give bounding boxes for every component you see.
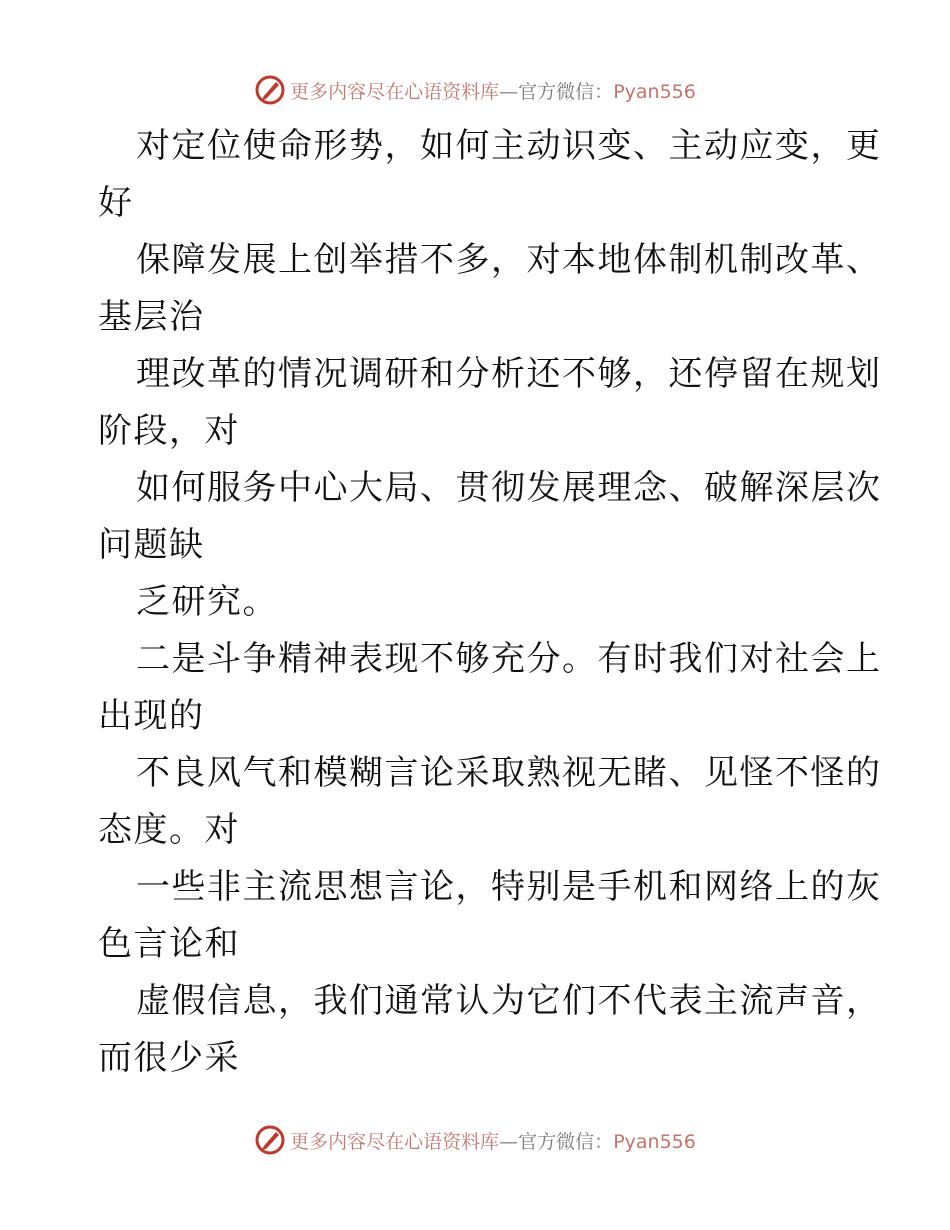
watermark-header-inner: [254, 74, 696, 106]
text-line: 乏研究。: [136, 582, 278, 622]
document-body: [98, 118, 882, 1087]
text-line: 二是斗争精神表现不够充分。有时我们对社会上: [136, 639, 882, 679]
watermark-id: Pyan556: [613, 1130, 696, 1153]
watermark-text: 更多内容尽在心语资料库: [290, 80, 500, 103]
text-line: 好: [98, 183, 134, 223]
quill-logo-icon: [254, 74, 286, 106]
text-line: 阶段，对: [98, 411, 240, 451]
text-line: 对定位使命形势，如何主动识变、主动应变，更: [136, 126, 882, 166]
text-line: 保障发展上创举措不多，对本地体制机制改革、: [136, 240, 882, 280]
watermark-footer: [0, 1120, 950, 1160]
watermark-text: 更多内容尽在心语资料库: [290, 1130, 500, 1153]
text-line: 出现的: [98, 696, 205, 736]
watermark-id: Pyan556: [613, 80, 696, 103]
watermark-separator: —: [499, 80, 519, 103]
text-line: 一些非主流思想言论，特别是手机和网络上的灰: [136, 867, 882, 907]
text-line: 如何服务中心大局、贯彻发展理念、破解深层次: [136, 468, 882, 508]
text-line: 不良风气和模糊言论采取熟视无睹、见怪不怪的: [136, 753, 882, 793]
watermark-text-group: [290, 1127, 696, 1154]
watermark-separator: —: [499, 1130, 519, 1153]
text-line: 而很少采: [98, 1038, 240, 1078]
watermark-header: [0, 70, 950, 110]
watermark-text-group: [290, 77, 696, 104]
text-line: 态度。对: [98, 810, 240, 850]
text-line: 问题缺: [98, 525, 205, 565]
text-line: 基层治: [98, 297, 205, 337]
text-line: 色言论和: [98, 924, 240, 964]
quill-logo-icon: [254, 1124, 286, 1156]
watermark-label: 官方微信：: [518, 80, 614, 103]
text-line: 理改革的情况调研和分析还不够，还停留在规划: [136, 354, 882, 394]
text-line: 虚假信息，我们通常认为它们不代表主流声音，: [136, 981, 882, 1021]
watermark-footer-inner: [254, 1124, 696, 1156]
watermark-label: 官方微信：: [518, 1130, 614, 1153]
